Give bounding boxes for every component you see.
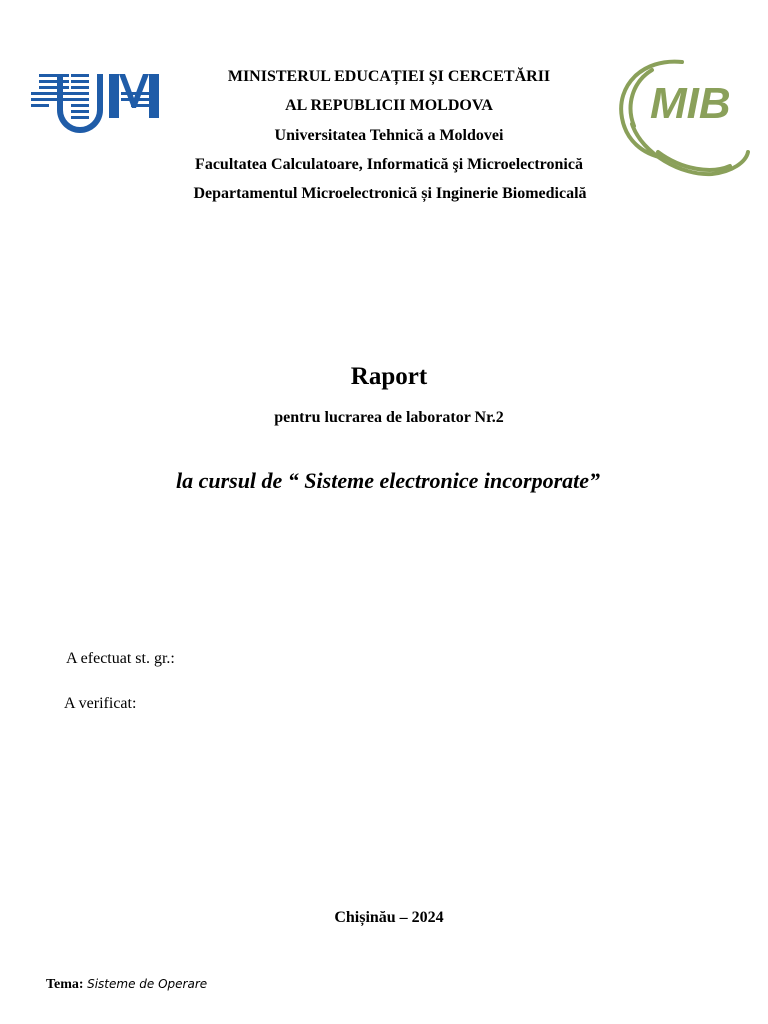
- theme-line: [46, 975, 207, 994]
- theme-label: Tema:: [46, 977, 84, 992]
- verified-by-label: A verificat:: [64, 695, 137, 712]
- department-name: Departamentul Microelectronică și Inginerie Biomedicală: [193, 185, 587, 202]
- report-subtitle: pentru lucrarea de laborator Nr.2: [274, 409, 504, 426]
- faculty-name: Facultatea Calculatoare, Informatică şi Microelectronică: [195, 156, 583, 173]
- theme-value: Sisteme de Operare: [87, 977, 208, 991]
- svg-text:MIB: MIB: [650, 79, 731, 128]
- report-title: Raport: [350, 363, 428, 390]
- performed-by-label: A efectuat st. gr.:: [66, 650, 175, 667]
- university-name: Universitatea Tehnică a Moldovei: [274, 127, 504, 144]
- ministry-title-line1: MINISTERUL EDUCAȚIEI ȘI CERCETĂRII: [227, 68, 551, 85]
- course-name: la cursul de “ Sisteme electronice incorporate”: [175, 468, 601, 493]
- ministry-title-line2: AL REPUBLICII MOLDOVA: [285, 97, 493, 114]
- city-year: Chișinău – 2024: [334, 909, 444, 926]
